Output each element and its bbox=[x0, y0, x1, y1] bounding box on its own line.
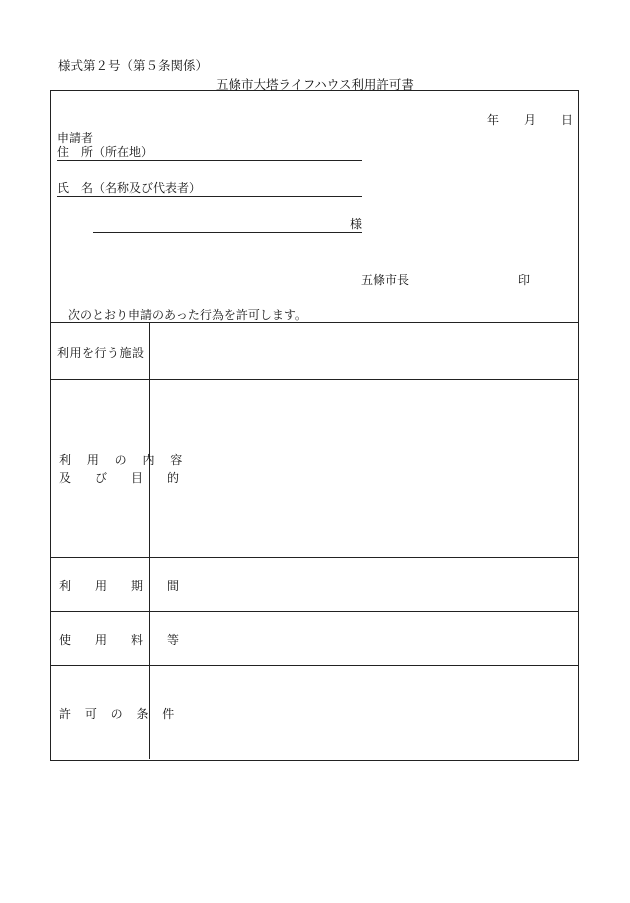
address-field[interactable]: 住 所（所在地） bbox=[57, 145, 362, 161]
row-divider-1 bbox=[50, 379, 579, 380]
content-purpose-label: 利 用 の 内 容 及 び 目 的 bbox=[59, 453, 189, 485]
document-title: 五條市大塔ライフハウス利用許可書 bbox=[216, 77, 414, 92]
honorific-label: 様 bbox=[349, 217, 362, 231]
permit-statement: 次のとおり申請のあった行為を許可します。 bbox=[68, 308, 307, 322]
form-number: 様式第２号（第５条関係） bbox=[58, 58, 209, 73]
date-row bbox=[487, 111, 573, 128]
conditions-label: 許 可 の 条 件 bbox=[59, 707, 180, 721]
row-divider-4 bbox=[50, 665, 579, 666]
table-top-line bbox=[50, 322, 579, 323]
issuer-title: 五條市長 bbox=[361, 273, 410, 287]
date-month-label: 月 bbox=[524, 113, 537, 127]
row-divider-3 bbox=[50, 611, 579, 612]
date-year-label: 年 bbox=[487, 113, 500, 127]
applicant-label: 申請者 bbox=[57, 131, 94, 145]
facility-label: 利用を行う施設 bbox=[57, 346, 145, 360]
seal-mark: 印 bbox=[518, 273, 531, 287]
date-day-label: 日 bbox=[561, 113, 574, 127]
recipient-line[interactable] bbox=[93, 217, 362, 233]
row-divider-2 bbox=[50, 557, 579, 558]
period-label: 利 用 期 間 bbox=[59, 579, 186, 593]
name-field[interactable]: 氏 名（名称及び代表者） bbox=[57, 181, 362, 197]
fee-label: 使 用 料 等 bbox=[59, 633, 186, 647]
table-column-divider bbox=[149, 322, 150, 759]
